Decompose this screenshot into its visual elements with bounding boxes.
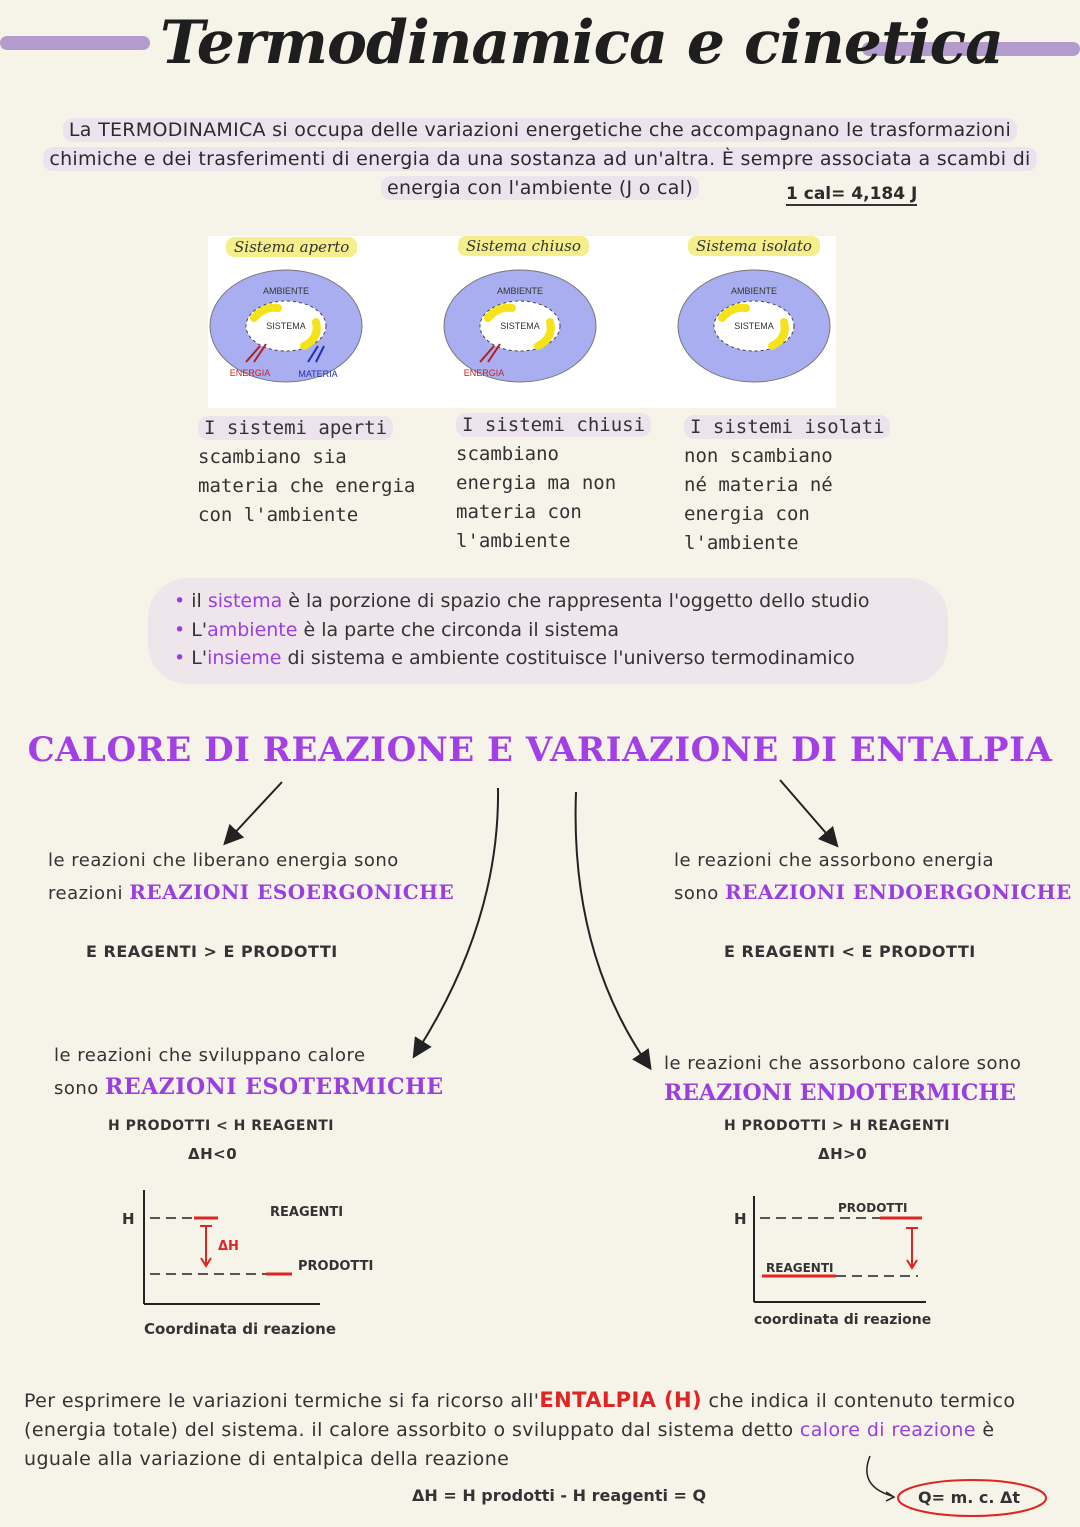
svg-text:ΔH: ΔH [218,1239,239,1254]
esothermic-graph [110,1180,390,1340]
enthalpy-formula: ΔH = H prodotti - H reagenti = Q [412,1486,707,1505]
svg-text:PRODOTTI: PRODOTTI [838,1201,908,1215]
enthalpy-paragraph: Per esprimere le variazioni termiche si fa ricorso all'ENTALPIA (H) che indica il contenuto termico (energia totale) del sistema. il calore assorbito o sviluppato dal sistema detto calore di reazione è uguale alla variazione di entalpica della reazione [24,1388,1016,1470]
svg-text:ENERGIA: ENERGIA [229,368,271,378]
svg-text:AMBIENTE: AMBIENTE [496,286,544,296]
endoterm-caps: REAZIONI ENDOTERMICHE [664,1080,1016,1106]
svg-text:coordinata di reazione: coordinata di reazione [754,1312,932,1328]
page-title: Termodinamica e cinetica [160,8,1003,78]
endo-line1: le reazioni che assorbono energia [674,850,994,871]
esoterm-eq1: H PRODOTTI < H REAGENTI [108,1118,334,1134]
eso-line2: reazioni REAZIONI ESOERGONICHE [48,880,455,904]
intro-line-3: energia con l'ambiente (J o cal) [381,176,699,200]
cal-conversion: 1 cal= 4,184 J [786,184,918,204]
system-closed-desc: I sistemi chiusi scambiano energia ma non materia con l'ambiente [456,411,651,556]
svg-text:PRODOTTI: PRODOTTI [298,1259,374,1274]
esoterm-eq2: ΔH<0 [188,1145,238,1163]
svg-text:AMBIENTE: AMBIENTE [730,286,778,296]
branch-arrows [0,770,1080,1080]
system-closed-title: Sistema chiuso [458,237,589,255]
svg-text:H: H [734,1210,747,1228]
esoterm-line2: sono REAZIONI ESOTERMICHE [54,1074,444,1100]
esoterm-line1: le reazioni che sviluppano calore [54,1045,366,1066]
endothermic-graph [726,1190,986,1334]
heat-formula-callout [858,1452,1058,1522]
endoterm-line1: le reazioni che assorbono calore sono [664,1053,1022,1074]
eso-equation: E REAGENTI > E PRODOTTI [86,942,338,961]
svg-text:Coordinata di reazione: Coordinata di reazione [144,1320,337,1338]
system-open-title: Sistema aperto [226,238,357,256]
open-system-diagram [210,270,362,382]
svg-text:ENERGIA: ENERGIA [463,368,505,378]
intro-line-2: chimiche e dei trasferimenti di energia da una sostanza ad un'altra. È sempre associata a scambi di [43,147,1036,171]
title-bar-left [0,36,150,50]
section-title: CALORE DI REAZIONE E VARIAZIONE DI ENTALPIA [27,730,1053,770]
definition-insieme: • L'insieme di sistema e ambiente costituisce l'universo termodinamico [174,647,855,669]
closed-system-diagram [444,270,596,382]
system-open-desc: I sistemi aperti scambiano sia materia che energia con l'ambiente [198,417,416,526]
system-rings [208,266,836,408]
heat-formula: Q= m. c. Δt [918,1488,1021,1507]
endo-equation: E REAGENTI < E PRODOTTI [724,942,976,961]
svg-text:REAGENTI: REAGENTI [270,1205,344,1220]
definition-sistema: • il sistema è la porzione di spazio che rappresenta l'oggetto dello studio [174,590,870,612]
intro-line-1: La TERMODINAMICA si occupa delle variazioni energetiche che accompagnano le trasformazioni [63,118,1017,142]
svg-text:H: H [122,1210,135,1228]
svg-text:AMBIENTE: AMBIENTE [262,286,310,296]
endoterm-eq2: ΔH>0 [818,1145,868,1163]
endoterm-eq1: H PRODOTTI > H REAGENTI [724,1118,950,1134]
svg-text:SISTEMA: SISTEMA [500,321,540,331]
definition-ambiente: • L'ambiente è la parte che circonda il sistema [174,619,620,641]
svg-text:MATERIA: MATERIA [298,369,338,379]
eso-line1: le reazioni che liberano energia sono [48,850,399,871]
svg-text:REAGENTI: REAGENTI [766,1261,834,1275]
system-isolated-desc: I sistemi isolati non scambiano né materia né energia con l'ambiente [684,413,890,558]
svg-text:SISTEMA: SISTEMA [266,321,306,331]
svg-text:SISTEMA: SISTEMA [734,321,774,331]
system-isolated-title: Sistema isolato [688,237,820,255]
isolated-system-diagram [678,270,830,382]
endo-line2: sono REAZIONI ENDOERGONICHE [674,880,1072,904]
